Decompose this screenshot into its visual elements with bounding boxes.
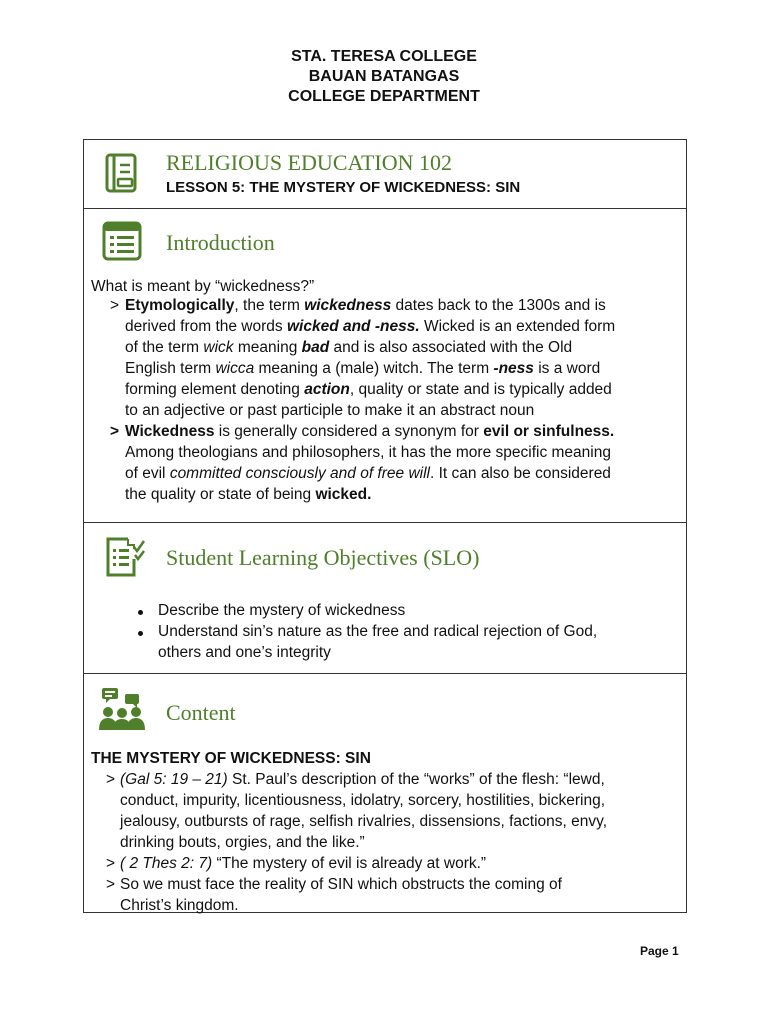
paragraph-line	[125, 297, 606, 315]
page-number: Page 1	[640, 944, 679, 958]
slo-heading: Student Learning Objectives (SLO)	[166, 545, 480, 570]
plain-text: is a word	[533, 360, 601, 377]
college-name: STA. TERESA COLLEGE	[291, 48, 477, 65]
plain-text: dates back to the 1300s and is	[391, 297, 606, 314]
college-location: BAUAN BATANGAS	[308, 68, 460, 85]
lesson-frame	[83, 139, 687, 913]
plain-text: . It can also be considered	[429, 465, 611, 482]
paragraph-line	[120, 771, 605, 789]
paragraph-line	[125, 486, 371, 504]
scripture-reference: ( 2 Thes 2: 7)	[120, 855, 213, 872]
plain-text: St. Paul’s description of the “works” of the flesh: “lewd,	[227, 771, 605, 788]
content-heading: Content	[166, 700, 236, 725]
emphasis-text: wickedness	[304, 297, 392, 314]
paragraph-line	[125, 381, 612, 399]
course-section	[84, 140, 686, 208]
list-item-continuation: others and one’s integrity	[158, 644, 331, 661]
bullet-marker: >	[106, 771, 116, 788]
plain-text: of the term	[125, 339, 204, 356]
paragraph-line: So we must face the reality of SIN which obstructs the coming of	[120, 876, 562, 893]
paragraph-line: jealousy, outbursts of rage, selfish rivalries, dissensions, factions, envy,	[120, 813, 608, 830]
paragraph-line	[125, 465, 611, 483]
list-item: Understand sin’s nature as the free and radical rejection of God,	[158, 623, 598, 640]
content-section	[84, 674, 686, 912]
checklist-icon	[104, 535, 146, 579]
document-list-icon	[102, 221, 142, 261]
slo-section	[84, 523, 686, 673]
introduction-question: What is meant by “wickedness?”	[91, 278, 315, 295]
list-item: Describe the mystery of wickedness	[158, 602, 406, 619]
group-discussion-icon	[98, 686, 146, 732]
bullet-dot	[138, 631, 143, 636]
plain-text: is generally considered a synonym for	[214, 423, 484, 440]
scripture-reference: (Gal 5: 19 – 21)	[120, 771, 228, 788]
emphasis-text: -ness	[493, 360, 534, 377]
plain-text: “The mystery of evil is already at work.”	[212, 855, 487, 872]
paragraph-line	[125, 318, 615, 336]
college-header	[0, 47, 768, 107]
emphasis-text: action	[304, 381, 350, 398]
emphasis-text: wick	[203, 339, 234, 356]
paragraph-line: Among theologians and philosophers, it has the more specific meaning	[125, 444, 611, 461]
paragraph-line	[125, 423, 614, 441]
plain-text: , the term	[234, 297, 305, 314]
plain-text: and is also associated with the Old	[329, 339, 573, 356]
paragraph-line: conduct, impurity, licentiousness, idolatry, sorcery, hostilities, bickering,	[120, 792, 605, 809]
introduction-section	[84, 209, 686, 522]
emphasis-text: wicked and -ness.	[286, 318, 420, 335]
plain-text: English term	[125, 360, 216, 377]
plain-text: meaning	[233, 339, 302, 356]
course-title: RELIGIOUS EDUCATION 102	[166, 150, 452, 175]
paragraph-line	[125, 360, 600, 378]
plain-text: of evil	[125, 465, 170, 482]
emphasis-text: wicca	[215, 360, 255, 377]
plain-text: meaning a (male) witch. The term	[254, 360, 494, 377]
emphasis-text: Wickedness	[125, 423, 215, 440]
emphasis-text: evil or sinfulness.	[483, 423, 615, 440]
emphasis-text: Etymologically	[125, 297, 235, 314]
content-subtitle: THE MYSTERY OF WICKEDNESS: SIN	[91, 750, 371, 767]
plain-text: derived from the words	[125, 318, 287, 335]
bullet-dot	[138, 610, 143, 615]
lesson-title: LESSON 5: THE MYSTERY OF WICKEDNESS: SIN	[166, 179, 521, 196]
bullet-marker: >	[110, 297, 120, 314]
plain-text: the quality or state of being	[125, 486, 316, 503]
bullet-marker: >	[110, 423, 120, 440]
paragraph-line: Christ’s kingdom.	[120, 897, 239, 914]
plain-text: forming element denoting	[125, 381, 305, 398]
paragraph-line	[120, 855, 486, 873]
paragraph-line	[125, 339, 572, 357]
plain-text: Wicked is an extended form	[419, 318, 616, 335]
college-department: COLLEGE DEPARTMENT	[288, 88, 480, 105]
emphasis-text: wicked.	[315, 486, 372, 503]
introduction-heading: Introduction	[166, 230, 275, 255]
bullet-marker: >	[106, 876, 116, 893]
book-icon	[102, 151, 142, 195]
emphasis-text: committed consciously and of free will	[169, 465, 430, 482]
paragraph-line: to an adjective or past participle to make it an abstract noun	[125, 402, 535, 419]
bullet-marker: >	[106, 855, 116, 872]
paragraph-line: drinking bouts, orgies, and the like.”	[120, 834, 365, 851]
plain-text: , quality or state and is typically added	[349, 381, 612, 398]
emphasis-text: bad	[301, 339, 330, 356]
